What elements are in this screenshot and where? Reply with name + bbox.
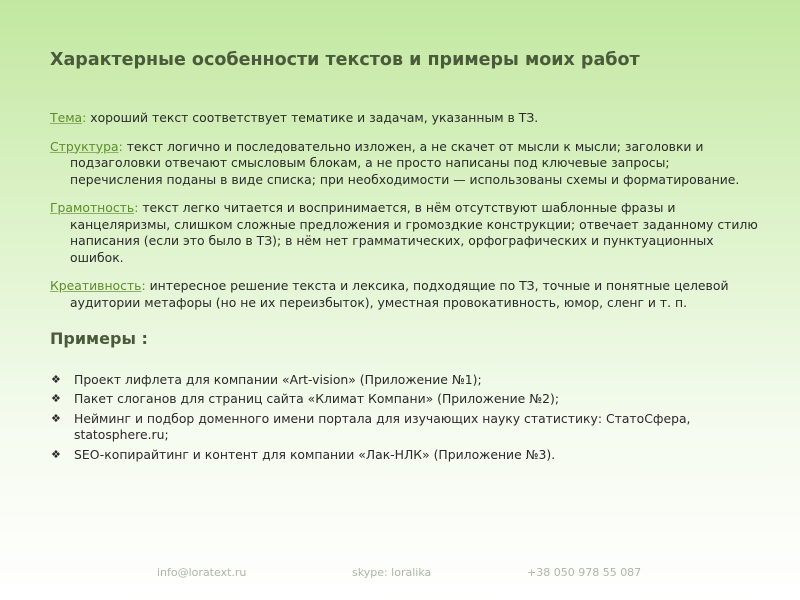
diamond-bullet-icon: ❖	[51, 447, 61, 461]
example-text: Нейминг и подбор доменного имени портала для изучающих науку статистику: СтатоСфера, statosphere.ru;	[74, 410, 691, 442]
footer-skype: skype: loralika	[352, 566, 432, 579]
examples-list	[50, 372, 765, 464]
criterion-topic: Тема: хороший текст соответствует тематике и задачам, указанным в ТЗ.	[50, 110, 539, 125]
footer-email[interactable]: info@loratext.ru	[157, 566, 247, 579]
criterion-creativity: Креативность: интересное решение текста и лексика, подходящие по ТЗ, точные и понятные целевой аудитории метафоры (но не их переизбыток), уместная провокативность, юмор, сленг и т. п.	[50, 278, 729, 310]
criterion-text: хороший текст соответствует тематике и задачам, указанным в ТЗ.	[86, 110, 539, 125]
criterion-term: Тема	[50, 110, 83, 125]
list-item	[50, 447, 765, 464]
example-text: SEO-копирайтинг и контент для компании «Лак-НЛК» (Приложение №3).	[74, 446, 556, 462]
examples-heading: Примеры :	[50, 329, 148, 348]
page-title: Характерные особенности текстов и примеры моих работ	[50, 50, 640, 70]
list-item	[50, 391, 765, 408]
list-item	[50, 411, 765, 444]
footer	[0, 566, 800, 582]
criterion-text: интересное решение текста и лексика, подходящие по ТЗ, точные и понятные целевой аудитории метафоры (но не их переизбыток), уместная провокативность, юмор, сленг и т. п.	[70, 278, 729, 310]
criterion-term: Структура	[50, 138, 119, 154]
diamond-bullet-icon: ❖	[51, 411, 61, 425]
diamond-bullet-icon: ❖	[51, 392, 61, 405]
criterion-term: Грамотность	[50, 200, 135, 215]
slide-content	[50, 110, 765, 466]
diamond-bullet-icon: ❖	[51, 372, 61, 386]
example-text: Проект лифлета для компании «Art-vision» (Приложение №1);	[74, 371, 482, 387]
footer-phone: +38 050 978 55 087	[527, 566, 642, 579]
example-text: Пакет слоганов для страниц сайта «Климат Компани» (Приложение №2);	[74, 391, 560, 406]
list-item	[50, 372, 765, 389]
criterion-literacy: Грамотность: текст легко читается и воспринимается, в нём отсутствуют шаблонные фразы и канцеляризмы, слишком сложные предложения и громоздкие конструкции; отвечает заданному стилю написания (если это было в ТЗ); в нём нет грамматических, орфографических и пунктуационных ошибок.	[50, 200, 758, 265]
criterion-term: Креативность	[50, 278, 142, 293]
criterion-text: текст логично и последовательно изложен, а не скачет от мысли к мысли; заголовки и подзаголовки отвечают смысловым блокам, а не просто написаны под ключевые запросы; перечисления поданы в виде списка; при необходимости — использованы схемы и форматирование.	[70, 138, 740, 187]
criterion-structure: Структура: текст логично и последовательно изложен, а не скачет от мысли к мысли; заголовки и подзаголовки отвечают смысловым блокам, а не просто написаны под ключевые запросы; перечисления поданы в виде списка; при необходимости — использованы схемы и форматирование.	[50, 138, 740, 187]
criterion-text: текст легко читается и воспринимается, в нём отсутствуют шаблонные фразы и канцеляризмы, слишком сложные предложения и громоздкие конструкции; отвечает заданному стилю написания (если это было в ТЗ); в нём нет грамматических, орфографических и пунктуационных ошибок.	[70, 200, 758, 265]
